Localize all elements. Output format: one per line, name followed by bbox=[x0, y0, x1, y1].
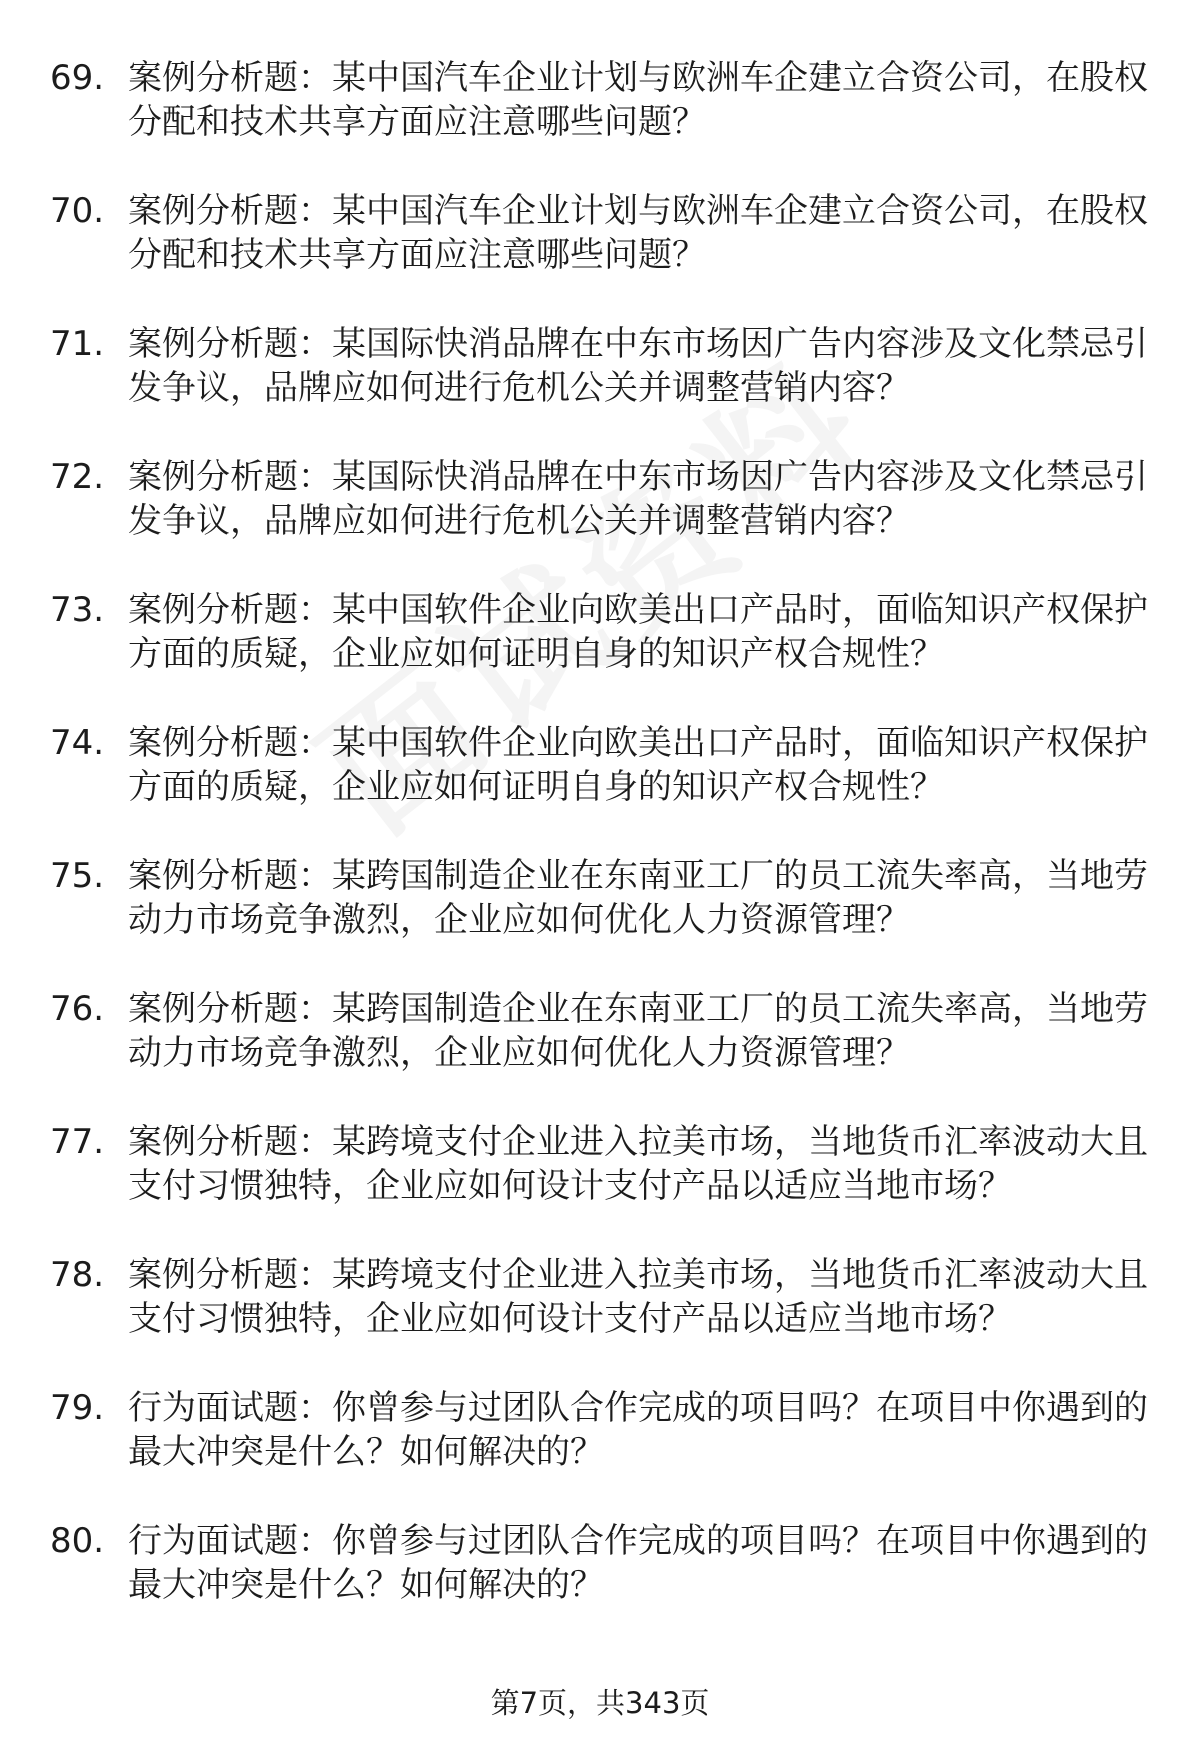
question-item bbox=[0, 854, 1200, 987]
question-text: 案例分析题：某中国软件企业向欧美出口产品时，面临知识产权保护方面的质疑，企业应如何证明自身的知识产权合规性？ bbox=[128, 590, 1148, 674]
question-text: 案例分析题：某跨境支付企业进入拉美市场，当地货币汇率波动大且支付习惯独特，企业应如何设计支付产品以适应当地市场？ bbox=[128, 1122, 1148, 1206]
question-text: 行为面试题：你曾参与过团队合作完成的项目吗？在项目中你遇到的最大冲突是什么？如何解决的？ bbox=[128, 1388, 1148, 1472]
question-number: 77. bbox=[50, 1122, 105, 1162]
page-footer: 第7页，共343页 bbox=[490, 1686, 710, 1720]
question-text: 案例分析题：某跨国制造企业在东南亚工厂的员工流失率高，当地劳动力市场竞争激烈，企业应如何优化人力资源管理？ bbox=[128, 989, 1148, 1073]
question-number: 78. bbox=[50, 1255, 105, 1295]
question-text: 行为面试题：你曾参与过团队合作完成的项目吗？在项目中你遇到的最大冲突是什么？如何解决的？ bbox=[128, 1521, 1148, 1605]
question-item bbox=[0, 56, 1200, 189]
question-item bbox=[0, 189, 1200, 322]
question-item bbox=[0, 1253, 1200, 1386]
question-text: 案例分析题：某国际快消品牌在中东市场因广告内容涉及文化禁忌引发争议，品牌应如何进行危机公关并调整营销内容？ bbox=[128, 457, 1148, 541]
question-item bbox=[0, 1386, 1200, 1519]
question-number: 79. bbox=[50, 1388, 105, 1428]
question-number: 75. bbox=[50, 856, 105, 896]
question-item bbox=[0, 455, 1200, 588]
question-number: 76. bbox=[50, 989, 105, 1029]
question-list bbox=[0, 56, 1200, 1652]
question-text: 案例分析题：某中国软件企业向欧美出口产品时，面临知识产权保护方面的质疑，企业应如何证明自身的知识产权合规性？ bbox=[128, 723, 1148, 807]
question-item bbox=[0, 322, 1200, 455]
question-text: 案例分析题：某中国汽车企业计划与欧洲车企建立合资公司，在股权分配和技术共享方面应注意哪些问题？ bbox=[128, 191, 1148, 275]
question-number: 70. bbox=[50, 191, 105, 231]
question-item bbox=[0, 721, 1200, 854]
question-number: 73. bbox=[50, 590, 105, 630]
question-number: 74. bbox=[50, 723, 105, 763]
question-text: 案例分析题：某跨国制造企业在东南亚工厂的员工流失率高，当地劳动力市场竞争激烈，企业应如何优化人力资源管理？ bbox=[128, 856, 1148, 940]
question-item bbox=[0, 588, 1200, 721]
question-number: 80. bbox=[50, 1521, 105, 1561]
question-text: 案例分析题：某跨境支付企业进入拉美市场，当地货币汇率波动大且支付习惯独特，企业应如何设计支付产品以适应当地市场？ bbox=[128, 1255, 1148, 1339]
question-item bbox=[0, 987, 1200, 1120]
question-number: 71. bbox=[50, 324, 105, 364]
question-text: 案例分析题：某中国汽车企业计划与欧洲车企建立合资公司，在股权分配和技术共享方面应注意哪些问题？ bbox=[128, 58, 1148, 142]
question-text: 案例分析题：某国际快消品牌在中东市场因广告内容涉及文化禁忌引发争议，品牌应如何进行危机公关并调整营销内容？ bbox=[128, 324, 1148, 408]
question-item bbox=[0, 1120, 1200, 1253]
question-number: 72. bbox=[50, 457, 105, 497]
question-item bbox=[0, 1519, 1200, 1652]
question-number: 69. bbox=[50, 58, 105, 98]
